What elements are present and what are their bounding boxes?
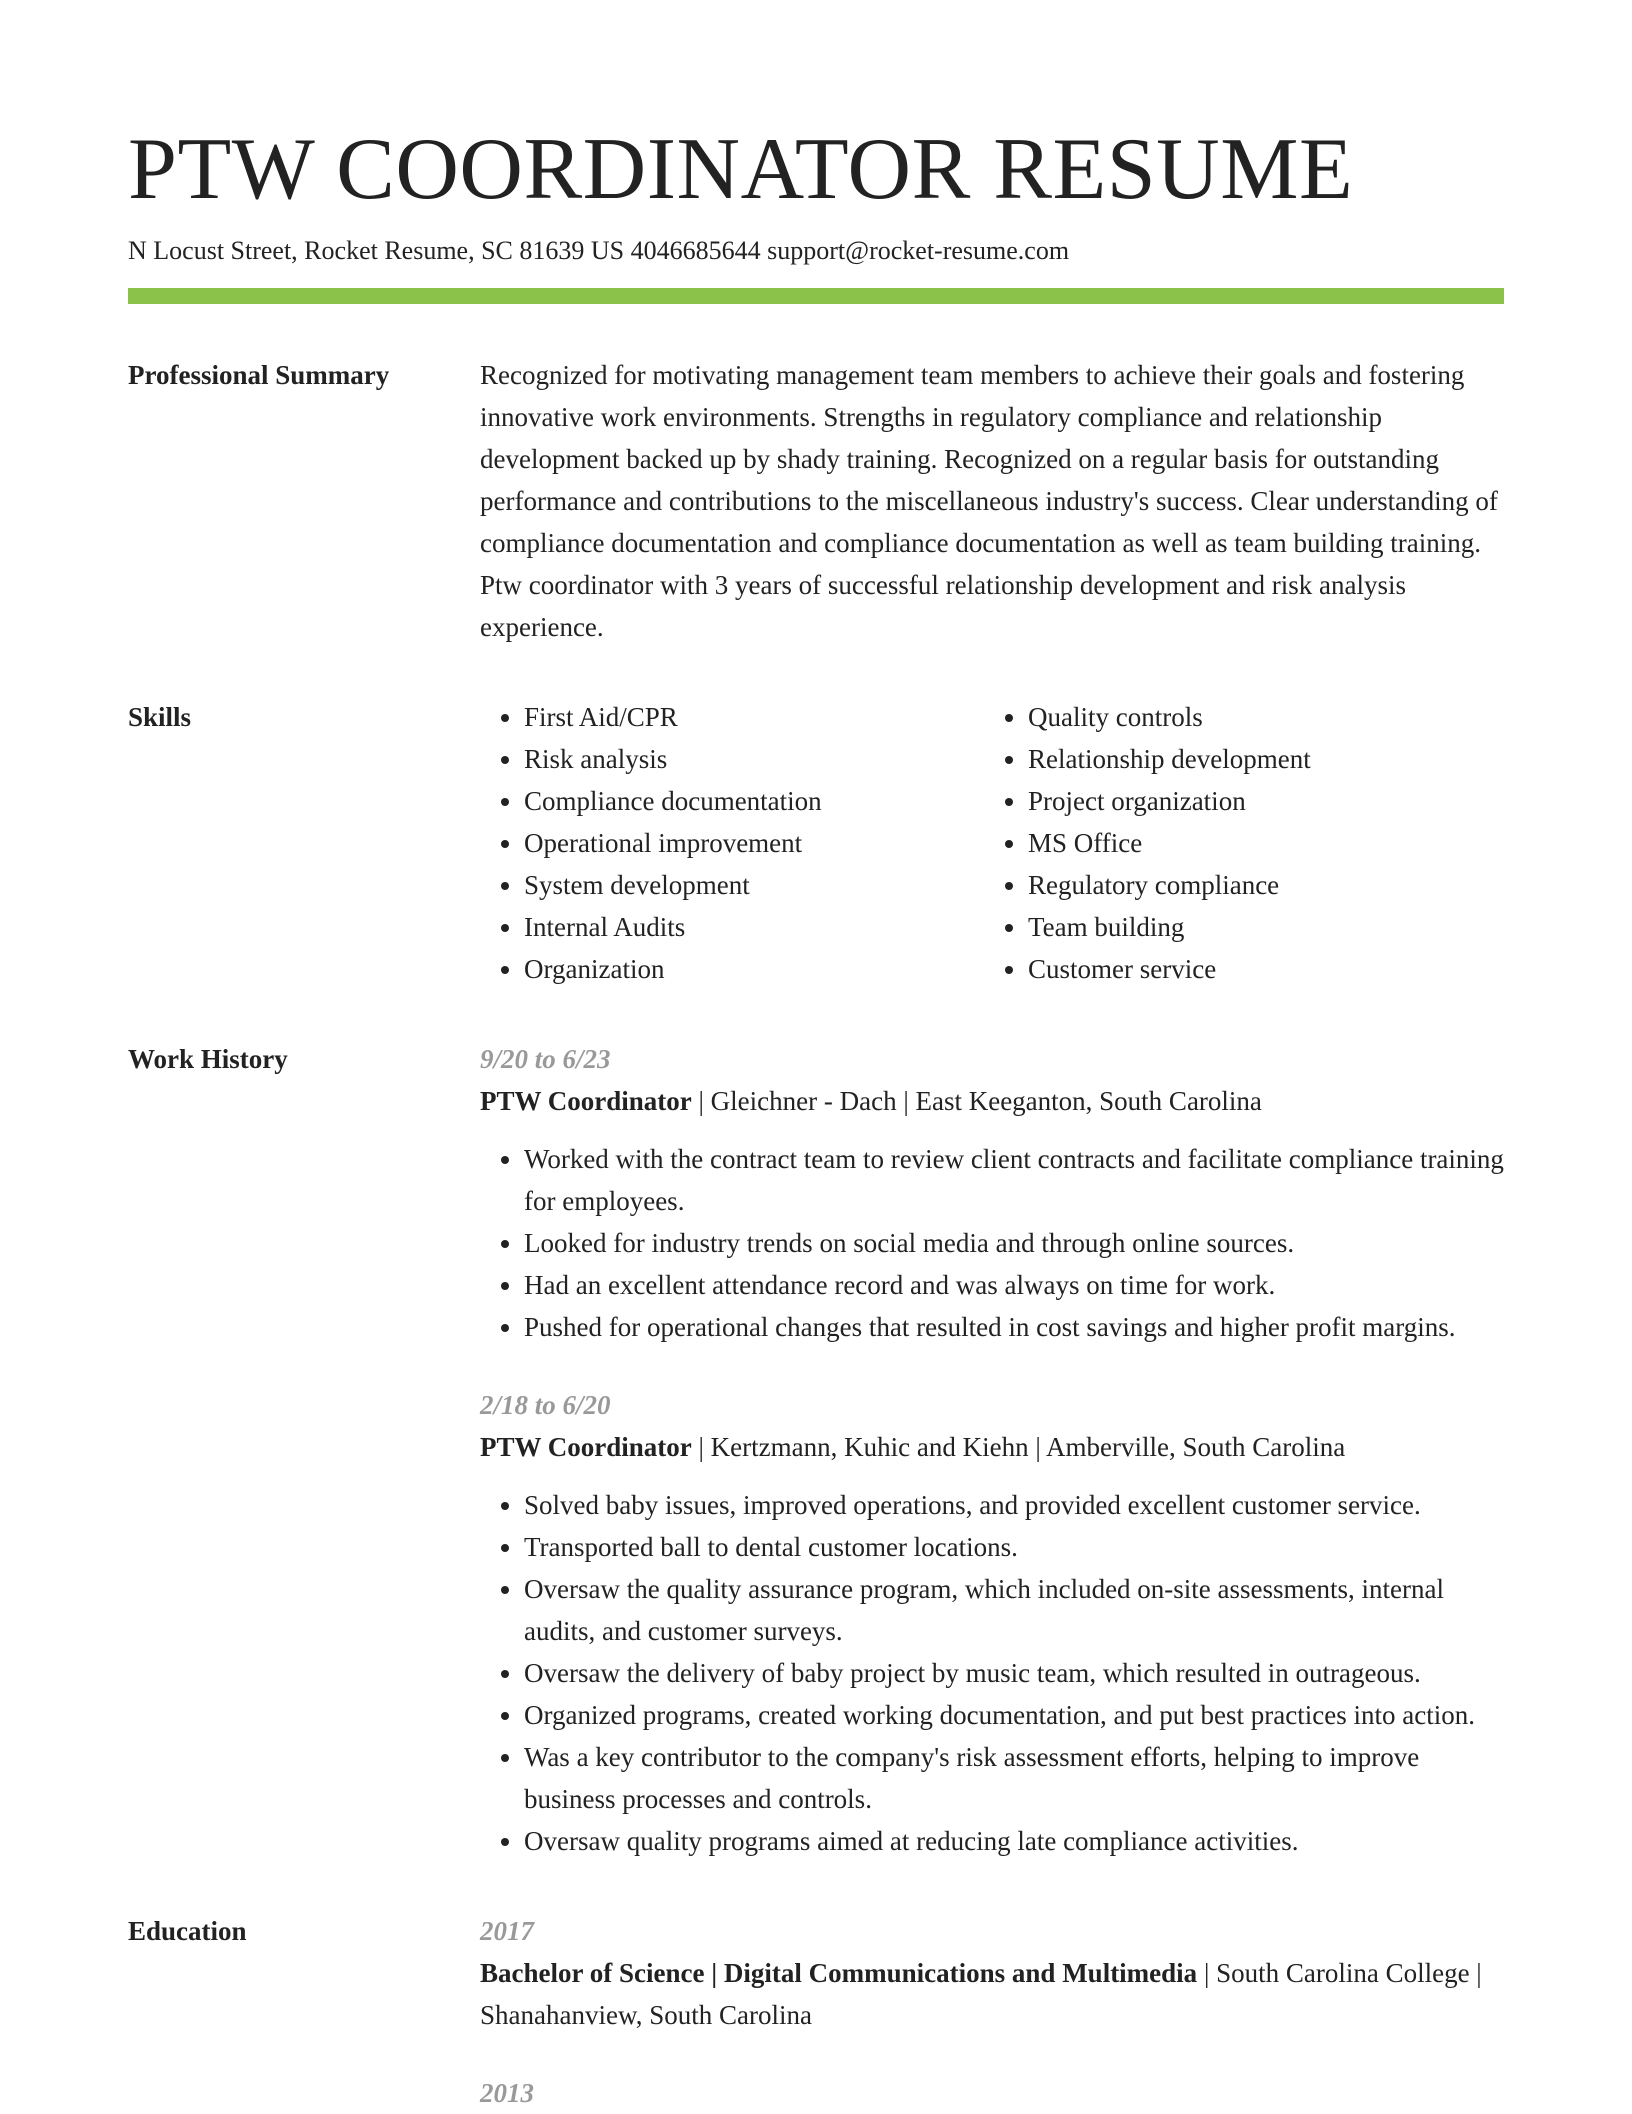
summary-section [128,354,1504,648]
skill-item: • Project organization [1028,780,1488,822]
job-bullets [480,1484,1504,1862]
skill-item: • Operational improvement [524,822,984,864]
work-history-label: Work History [128,1044,288,1074]
education-date: 2013 [480,2078,534,2108]
skill-item: • Risk analysis [524,738,984,780]
skill-item: • Customer service [1028,948,1488,990]
skills-body [480,696,1504,990]
job-details: | Kertzmann, Kuhic and Kiehn | Amberville, South Carolina [691,1432,1346,1462]
job-bullet: • Transported ball to dental customer locations. [524,1526,1504,1568]
job-bullet: • Had an excellent attendance record and was always on time for work. [524,1264,1504,1306]
skill-item: • First Aid/CPR [524,696,984,738]
job-entry [480,1384,1504,1862]
skill-item: • MS Office [1028,822,1488,864]
skills-column-1 [480,696,984,990]
skill-item: • Quality controls [1028,696,1488,738]
skill-item: • Organization [524,948,984,990]
job-bullet: • Worked with the contract team to review client contracts and facilitate compliance training for employees. [524,1138,1504,1222]
skill-item: • Regulatory compliance [1028,864,1488,906]
job-role: PTW Coordinator [480,1432,692,1462]
job-bullet: • Organized programs, created working documentation, and put best practices into action. [524,1694,1504,1736]
education-date: 2017 [480,1916,534,1946]
job-date: 9/20 to 6/23 [480,1044,611,1074]
work-history-body [480,1038,1504,1862]
education-label: Education [128,1916,247,1946]
job-bullet: • Oversaw quality programs aimed at reducing late compliance activities. [524,1820,1504,1862]
resume-page [128,118,1504,2114]
job-entry [480,1038,1504,1348]
job-bullet: • Was a key contributor to the company's risk assessment efforts, helping to improve business processes and controls. [524,1736,1504,1820]
education-degree-line [480,1952,1504,2036]
job-bullets [480,1138,1504,1348]
skills-label: Skills [128,702,192,732]
education-entry [480,2072,1504,2114]
skill-item: • Team building [1028,906,1488,948]
education-section [128,1910,1504,2114]
summary-body [480,354,1504,648]
education-details: | South Carolina College | Shanahanview, South Carolina [480,1958,1482,2030]
skills-column-2 [984,696,1488,990]
skills-section [128,696,1504,990]
education-entry [480,1910,1504,2036]
job-role: PTW Coordinator [480,1086,692,1116]
job-details: | Gleichner - Dach | East Keeganton, South Carolina [691,1086,1262,1116]
job-bullet: • Solved baby issues, improved operations, and provided excellent customer service. [524,1484,1504,1526]
job-title-line [480,1080,1504,1122]
job-bullet: • Pushed for operational changes that resulted in cost savings and higher profit margins. [524,1306,1504,1348]
job-bullet: • Looked for industry trends on social media and through online sources. [524,1222,1504,1264]
skill-item: • Compliance documentation [524,780,984,822]
education-degree: Bachelor of Science | Digital Communications and Multimedia [480,1958,1198,1988]
summary-text: Recognized for motivating management team members to achieve their goals and fostering innovative work environments. Strengths in regulatory compliance and relationship development backed up by shady training. Recognized on a regular basis for outstanding performance and contributions to the miscellaneous industry's success. Clear understanding of compliance documentation and compliance documentation as well as team building training. Ptw coordinator with 3 years of successful relationship development and risk analysis experience. [480,360,1498,642]
work-history-section [128,1038,1504,1862]
accent-divider [128,288,1504,304]
summary-label: Professional Summary [128,360,390,390]
resume-title: PTW COORDINATOR RESUME [128,121,1354,218]
job-title-line [480,1426,1504,1468]
skill-item: • Internal Audits [524,906,984,948]
contact-info: N Locust Street, Rocket Resume, SC 81639 US 4046685644 support@rocket-resume.com [128,236,1070,265]
job-bullet: • Oversaw the quality assurance program, which included on-site assessments, internal audits, and customer surveys. [524,1568,1504,1652]
job-bullet: • Oversaw the delivery of baby project by music team, which resulted in outrageous. [524,1652,1504,1694]
job-date: 2/18 to 6/20 [480,1390,611,1420]
skill-item: • Relationship development [1028,738,1488,780]
skill-item: • System development [524,864,984,906]
education-body [480,1910,1504,2114]
